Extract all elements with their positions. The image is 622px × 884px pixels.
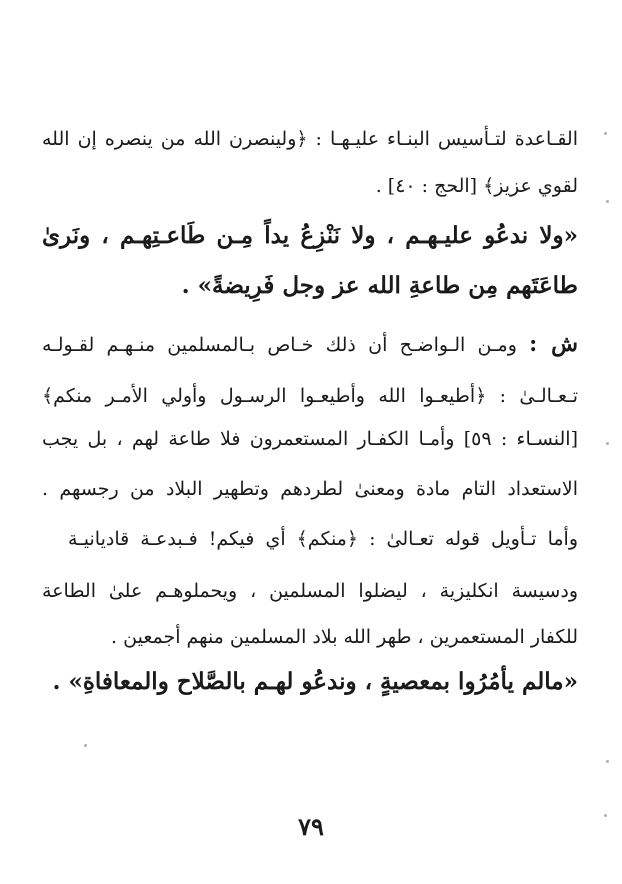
sharh-line-1 <box>42 329 578 361</box>
sharh-line-1-text: ومـن الـواضـح أن ذلك خـاص بـالمسلمين منـهـم لقـولـه <box>42 334 517 356</box>
scan-speck <box>604 132 607 135</box>
text-line-1: القـاعدة لتـأسيس البنـاء عليـهـا : ﴿ولينصرن الله من ينصره إن الله <box>42 128 578 150</box>
scan-speck <box>606 200 609 203</box>
matn-line-2: طاعَتَهم مِن طاعةِ الله عز وجل فَرِيضةً» . <box>181 272 578 299</box>
matn-line-1: «ولا ندعُو عليـهـم ، ولا نَنْزِعُ يداً مِـن طَاعـتِهـم ، ونَرىٰ <box>42 222 578 249</box>
matn-line-3: «مالم يأمُرُوا بمعصيةٍ ، وندعُو لهـم بالصَّلاح والمعافاةِ» . <box>52 668 578 695</box>
scan-speck <box>84 744 87 747</box>
sharh-marker: ش : <box>529 331 578 357</box>
text-line-10: ودسيسة انكليزية ، ليضلوا المسلمين ، ويحملوهـم علىٰ الطاعة <box>42 580 578 602</box>
text-line-6: تـعـالـىٰ : ﴿أطيعـوا الله وأطيعـوا الرسـول وأولي الأمـر منكم﴾ <box>42 385 578 407</box>
text-line-7: [النسـاء : ٥٩] وأمـا الكفـار المستعمرون فلا طاعة لهم ، بل يجب <box>42 428 578 450</box>
page-number: ٧٩ <box>298 812 324 841</box>
text-line-11: للكفار المستعمرين ، طهر الله بلاد المسلمين منهم أجمعين . <box>111 626 578 648</box>
scan-speck <box>606 760 609 763</box>
scan-speck <box>604 814 607 817</box>
scan-speck <box>606 442 609 445</box>
text-line-2: لقوي عزيز﴾ [الحج : ٤٠] . <box>375 175 578 197</box>
text-line-8: الاستعداد التام مادة ومعنىٰ لطردهم وتطهير البلاد من رجسهم . <box>42 478 578 500</box>
text-line-9: وأما تـأويل قوله تعـالىٰ : ﴿منكم﴾ أي فيكم! فـبدعـة قاديانيـة <box>68 528 578 550</box>
